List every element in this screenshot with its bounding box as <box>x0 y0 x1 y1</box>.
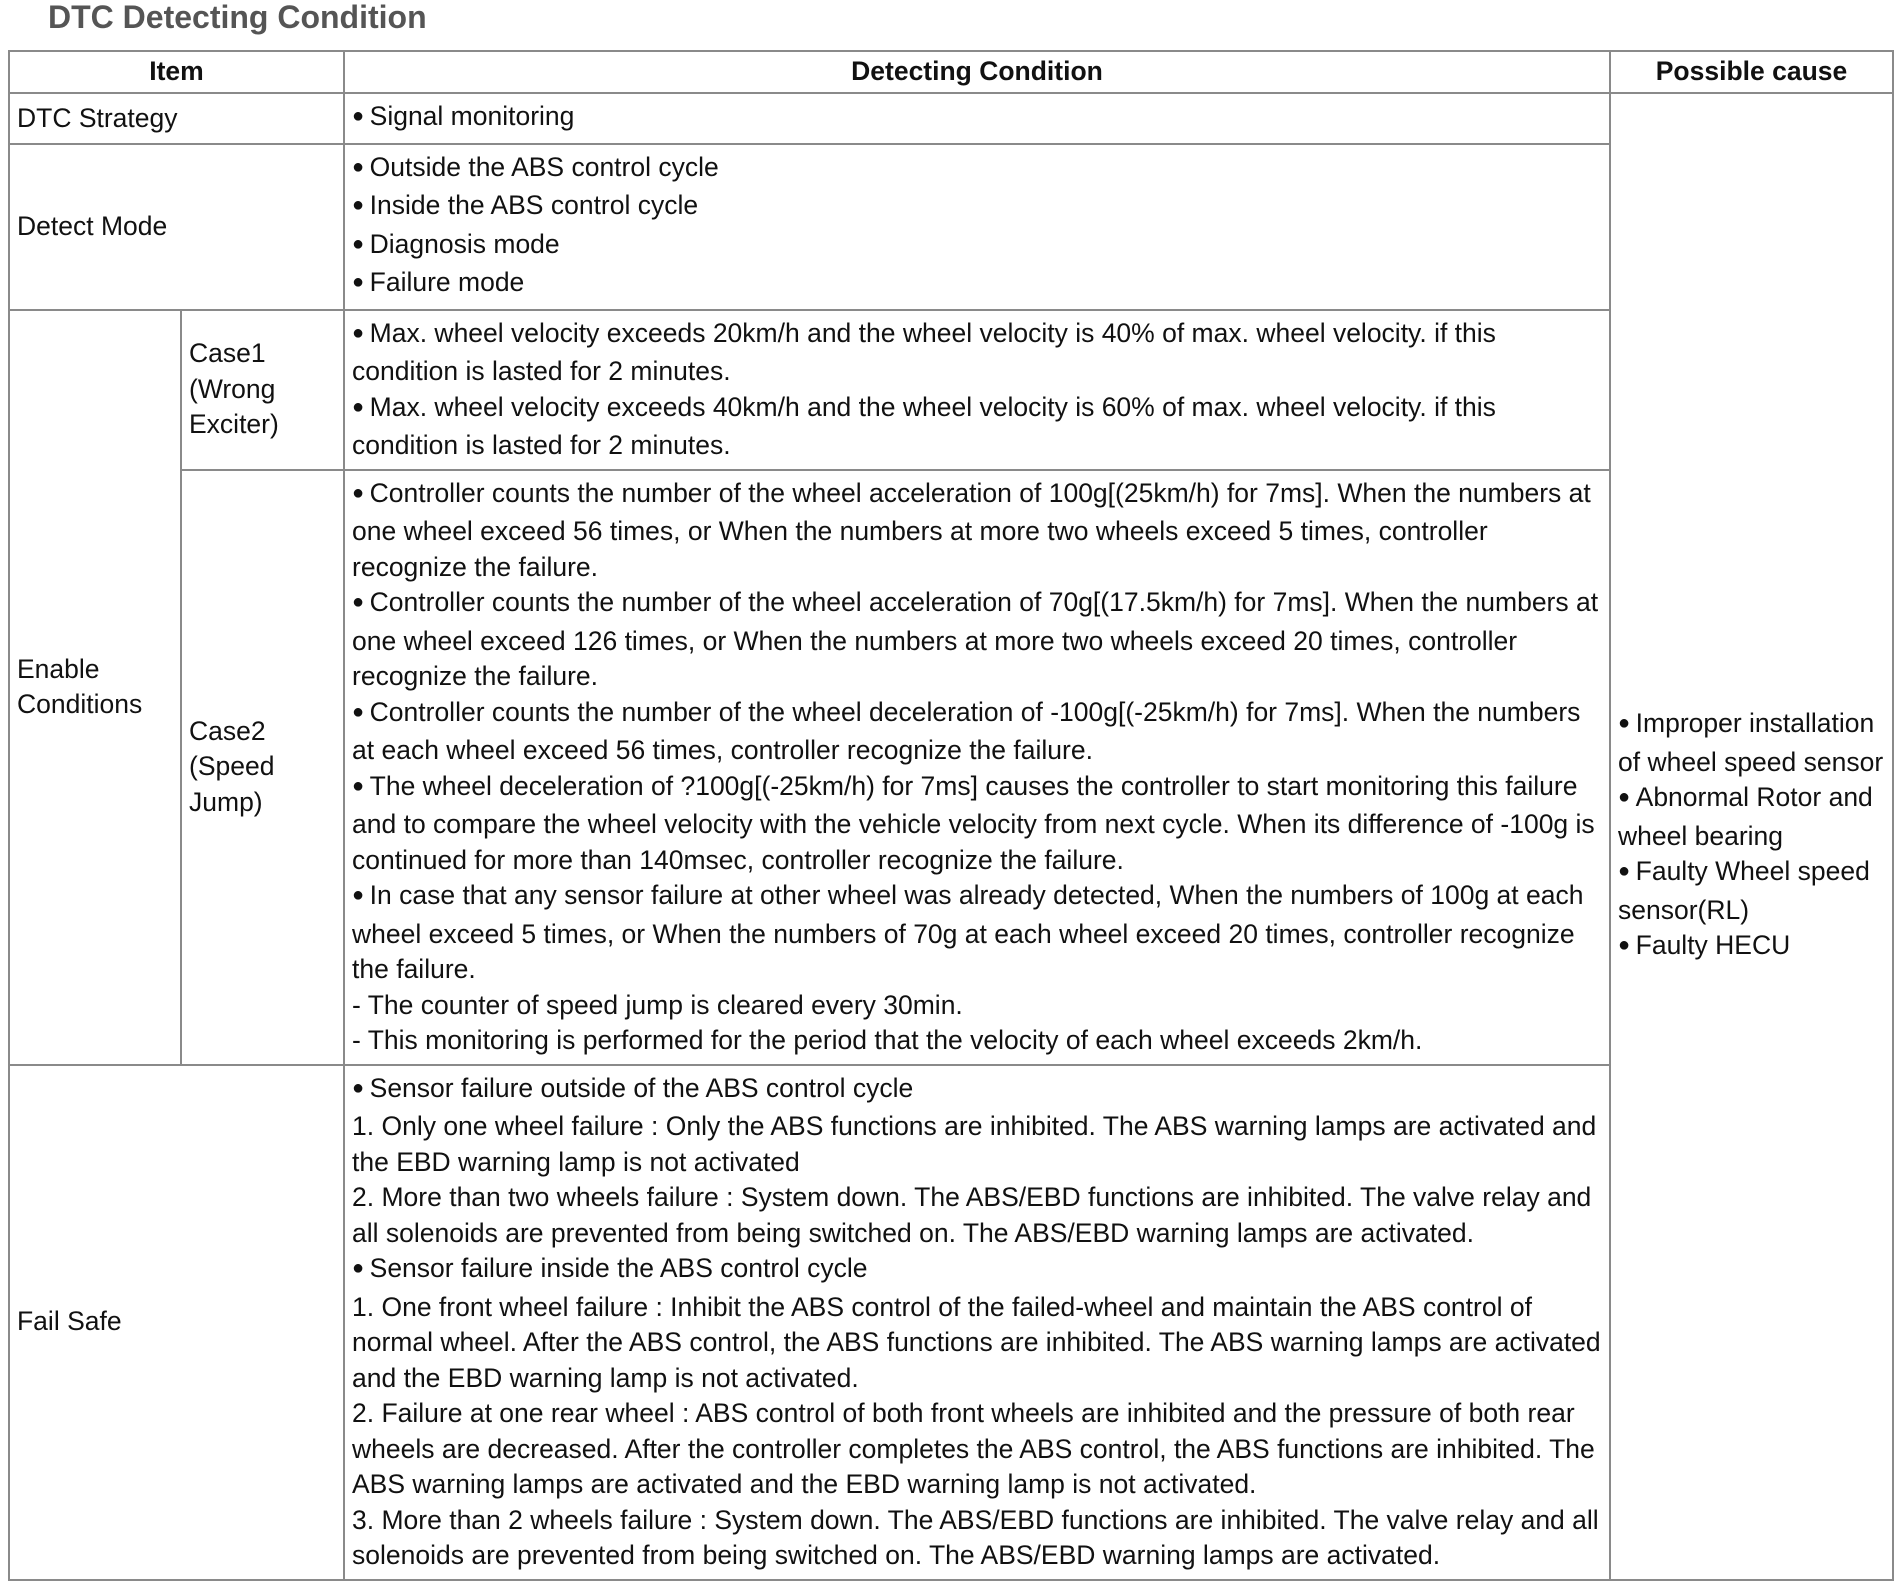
possible-cause-cell <box>1610 93 1893 1580</box>
list-item: ● Controller counts the number of the wheel acceleration of 70g[(17.5km/h) for 7ms]. When the numbers at one wheel exceed 126 times, or When the numbers at more two wheels exceed 20 times, controller recognize the failure. <box>352 585 1602 695</box>
list-item: ● Failure mode <box>352 265 1602 304</box>
note-item: - The counter of speed jump is cleared every 30min. <box>352 989 963 1020</box>
row-label-fail-safe: Fail Safe <box>9 1065 344 1580</box>
case1-cell <box>344 310 1610 470</box>
list-item: 1. One front wheel failure : Inhibit the ABS control of the failed-wheel and maintain the ABS control of normal wheel. After the ABS control, the ABS functions are inhibited. The ABS warning lamps are activated and the EBD warning lamp is not activated. <box>352 1291 1601 1393</box>
case1-label: Case1 (Wrong Exciter) <box>181 310 344 470</box>
list-item: ● Controller counts the number of the wheel deceleration of -100g[(-25km/h) for 7ms]. When the numbers at each wheel exceed 56 times, controller recognize the failure. <box>352 695 1602 769</box>
table-row <box>9 93 1893 144</box>
note-item: - This monitoring is performed for the period that the velocity of each wheel exceeds 2km/h. <box>352 1025 1423 1055</box>
list-item: ● Controller counts the number of the wheel acceleration of 100g[(25km/h) for 7ms]. When the numbers at one wheel exceed 56 times, or When the numbers at more two wheels exceed 5 times, controller recognize the failure. <box>352 476 1602 586</box>
cause-item: ● Faulty Wheel speed sensor(RL) <box>1618 854 1885 928</box>
header-possible-cause: Possible cause <box>1610 51 1893 93</box>
cause-item: ● Abnormal Rotor and wheel bearing <box>1618 780 1885 854</box>
dtc-condition-table <box>8 50 1894 1581</box>
list-item: ● In case that any sensor failure at other wheel was already detected, When the numbers of 100g at each wheel exceed 5 times, or When the numbers of 70g at each wheel exceed 20 times, controller recognize the failure. <box>352 878 1602 988</box>
fail-safe-cell <box>344 1065 1610 1580</box>
list-item: ● Signal monitoring <box>352 99 1602 138</box>
list-item: ● Max. wheel velocity exceeds 40km/h and the wheel velocity is 60% of max. wheel velocity. if this condition is lasted for 2 minutes. <box>352 390 1602 464</box>
header-item: Item <box>9 51 344 93</box>
header-detecting-condition: Detecting Condition <box>344 51 1610 93</box>
table-header-row <box>9 51 1893 93</box>
row-label-detect-mode: Detect Mode <box>9 144 344 310</box>
list-item: ● Outside the ABS control cycle <box>352 150 1602 189</box>
list-item: ● Max. wheel velocity exceeds 20km/h and the wheel velocity is 40% of max. wheel velocity. if this condition is lasted for 2 minutes. <box>352 316 1602 390</box>
list-item: 1. Only one wheel failure : Only the ABS functions are inhibited. The ABS warning lamps are activated and the EBD warning lamp is not activated <box>352 1111 1597 1177</box>
strategy-cell <box>344 93 1610 144</box>
section-heading: ● Sensor failure outside of the ABS control cycle <box>352 1071 1602 1110</box>
row-label-enable-conditions: Enable Conditions <box>9 310 181 1065</box>
case2-cell <box>344 470 1610 1065</box>
row-label-dtc-strategy: DTC Strategy <box>9 93 344 144</box>
cause-item: ● Improper installation of wheel speed sensor <box>1618 706 1885 780</box>
cause-item: ● Faulty HECU <box>1618 928 1885 967</box>
page-title: DTC Detecting Condition <box>48 0 427 35</box>
list-item: ● Diagnosis mode <box>352 227 1602 266</box>
section-heading: ● Sensor failure inside the ABS control cycle <box>352 1251 1602 1290</box>
list-item: 3. More than 2 wheels failure : System down. The ABS/EBD functions are inhibited. The valve relay and all solenoids are prevented from being switched on. The ABS/EBD warning lamps are activated. <box>352 1504 1599 1570</box>
detect-mode-cell <box>344 144 1610 310</box>
list-item: ● Inside the ABS control cycle <box>352 188 1602 227</box>
list-item: ● The wheel deceleration of ?100g[(-25km/h) for 7ms] causes the controller to start monitoring this failure and to compare the wheel velocity with the vehicle velocity from next cycle. When its difference of -100g is continued for more than 140msec, controller recognize the failure. <box>352 769 1602 879</box>
list-item: 2. More than two wheels failure : System down. The ABS/EBD functions are inhibited. The valve relay and all solenoids are prevented from being switched on. The ABS/EBD warning lamps are activated. <box>352 1182 1592 1248</box>
case2-label: Case2 (Speed Jump) <box>181 470 344 1065</box>
list-item: 2. Failure at one rear wheel : ABS control of both front wheels are inhibited and the pressure of both rear wheels are decreased. After the controller completes the ABS control, the ABS functions are inhibited. The ABS warning lamps are activated and the EBD warning lamp is not activated. <box>352 1398 1595 1499</box>
